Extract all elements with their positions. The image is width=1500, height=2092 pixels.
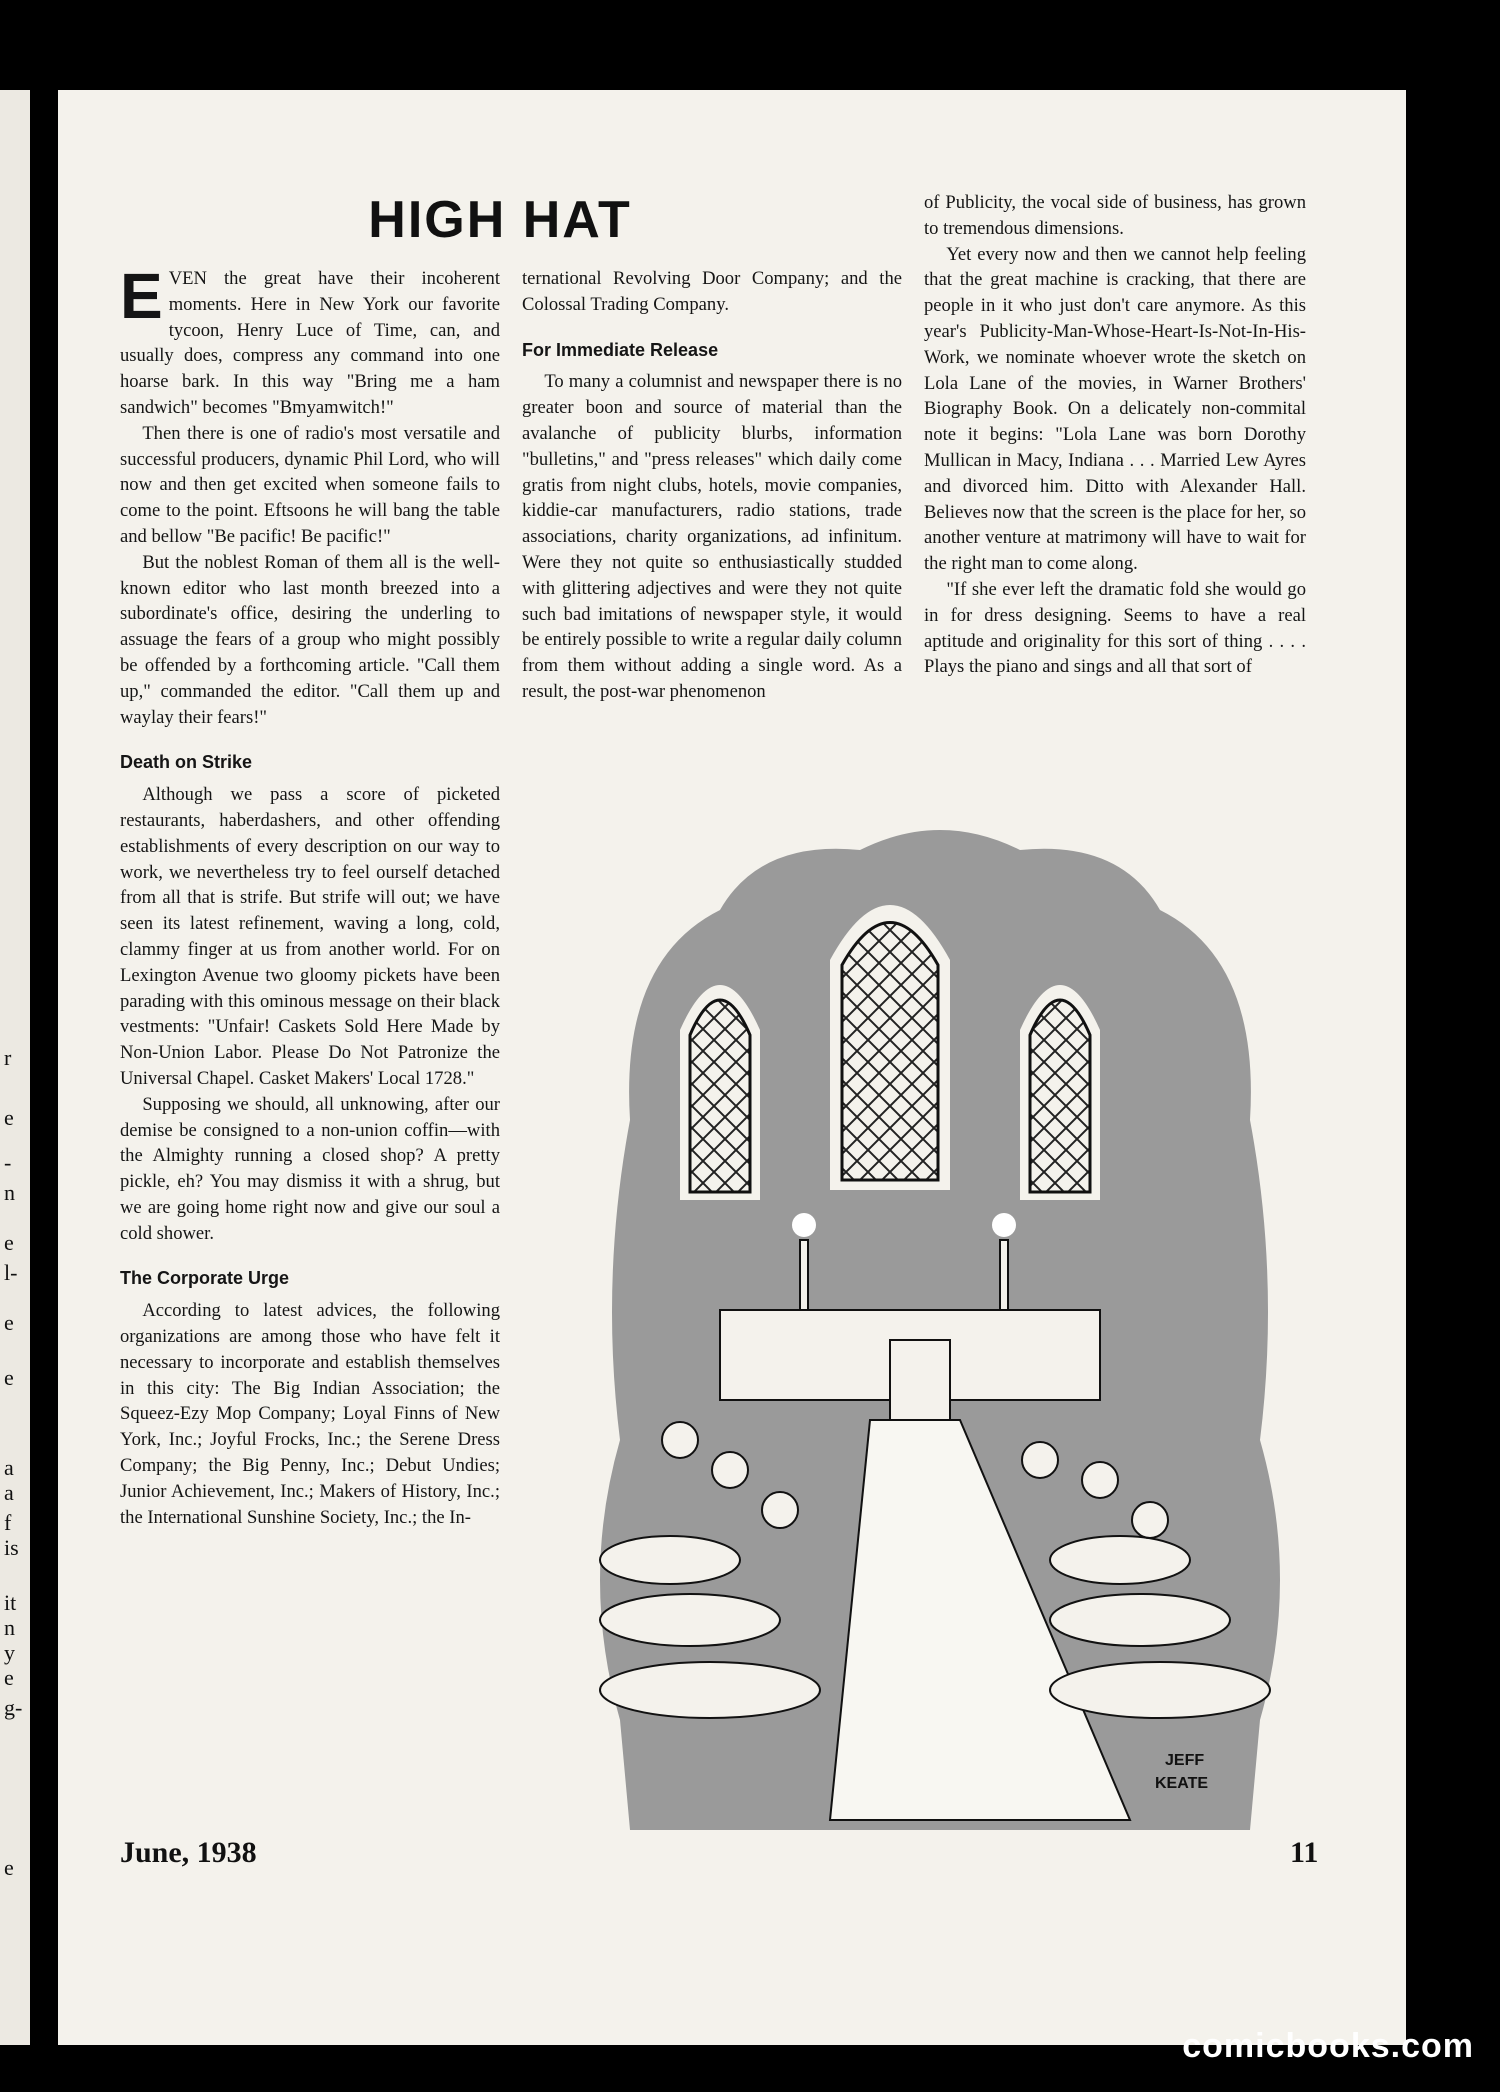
edge-fragment: e [4,1310,14,1335]
edge-fragment: a [4,1455,14,1480]
paragraph-text: VEN the great have their incoherent moments. Here in New York our favorite tycoon, Henry Luce of Time, can, and usually does, compress any command into one hoarse bark. In this way "Bring me a ham sandwich" becomes "Bmyamwitch!" [120,268,500,418]
column-1 [120,260,500,1530]
edge-fragment: r [4,1045,12,1070]
edge-fragment: y [4,1640,15,1665]
drop-cap: E [120,260,163,332]
paragraph: Supposing we should, all unknowing, after our demise be consigned to a non-union coffin—with the Almighty running a closed shop? A pretty pickle, eh? You may dismiss it with a shrug, but we are going home right now and give our soul a cold shower. [120,1093,500,1244]
guest-head [712,1452,748,1488]
edge-fragment: e [4,1665,14,1690]
artist-signature-line1: JEFF [1165,1752,1205,1769]
paragraph: Then there is one of radio's most versatile and successful producers, dynamic Phil Lord, who will now and then get excited when someone fails to come to the point. Eftsoons he will bang the table and bellow "Be pacific! Be pacific!" [120,422,500,547]
edge-fragment: is [4,1535,19,1560]
pew-right [1050,1594,1230,1646]
pew-left [600,1594,780,1646]
artist-signature-line2: KEATE [1155,1775,1209,1792]
paragraph: Although we pass a score of picketed restaurants, haberdashers, and other offending establishments of every description on our way to work, we nevertheless try to feel ourself detached from all that is strife. But strife will out; we have seen its latest refinement, waving a long, cold, clammy finger at us from another world. For on Lexington Avenue two gloomy pickets have been parading with this ominous message on their black vestments: "Unfair! Caskets Sold Here Made by Non-Union Labor. Please Do Not Patronize the Universal Chapel. Casket Makers' Local 1728." [120,784,500,1089]
groom-figure [890,1340,950,1420]
paragraph: ternational Revolving Door Company; and the Colossal Trading Company. [522,268,902,315]
paragraph: To many a columnist and newspaper there is no greater boon and source of material than the avalanche of publicity blurbs, information "bulletins," and "press releases" which daily come gratis from night clubs, hotels, movie companies, kiddie-car manufacturers, radio stations, trade associations, charity organizations, ad infinitum. Were they not quite so enthusiastically studded with glittering adjectives and were they not quite such bad imitations of newspaper style, it would be entirely possible to write a regular daily column from them without adding a single word. As a result, the post-war phenomenon [522,371,902,702]
edge-fragment: n [4,1180,15,1205]
guest-head [1022,1442,1058,1478]
pew-left [600,1536,740,1584]
left-window [690,1000,750,1192]
column-3 [924,190,1306,680]
watermark: comicbooks.com [1182,2027,1474,2065]
edge-fragment: it [4,1590,17,1615]
edge-fragment: e [4,1365,14,1390]
paragraph: According to latest advices, the following organizations are among those who have felt it necessary to incorporate and establish themselves in this city: The Big Indian Association; the Squeez-Ezy Mop Company; Loyal Finns of New York, Inc.; Joyful Frocks, Inc.; the Serene Dress Company; the Big Penny, Inc.; Debut Undies; Junior Achievement, Inc.; Makers of History, Inc.; the International Sunshine Society, Inc.; the In- [120,1300,500,1528]
edge-fragment: f [4,1510,12,1535]
section-heading: The Corporate Urge [120,1268,290,1289]
candle-flame [792,1213,816,1237]
page-number: 11 [1290,1836,1319,1869]
pew-right [1050,1536,1190,1584]
column-2 [522,266,902,705]
guest-head [662,1422,698,1458]
center-window [842,923,938,1181]
article-title: HIGH HAT [368,191,632,249]
paragraph: But the noblest Roman of them all is the well-known editor who last month breezed into a subordinate's office, desiring the underling to assuage the fears of a group who might possibly be offended by a forthcoming article. "Call them up," commanded the editor. "Call them up and waylay their fears!" [120,551,500,728]
pew-left [600,1662,820,1718]
edge-fragment: n [4,1615,15,1640]
pew-right [1050,1662,1270,1718]
guest-head [762,1492,798,1528]
guest-head [1082,1462,1118,1498]
paragraph: "If she ever left the dramatic fold she would go in for dress designing. Seems to have a real aptitude and originality for this sort of thing . . . . Plays the piano and sings and all that sort of [924,578,1306,678]
issue-date: June, 1938 [120,1836,257,1869]
edge-fragment: e [4,1855,14,1880]
section-heading: For Immediate Release [522,339,719,360]
candle-flame [992,1213,1016,1237]
edge-fragment: g- [4,1695,23,1720]
edge-fragment: l- [4,1260,18,1285]
paragraph: of Publicity, the vocal side of business, has grown to tremendous dimensions. [924,192,1306,239]
guest-head [1132,1502,1168,1538]
paragraph: Yet every now and then we cannot help feeling that the great machine is cracking, that there are people in it who just don't care anymore. As this year's Publicity-Man-Whose-Heart-Is-Not-In-His-Work, we nominate whoever wrote the sketch on Lola Lane of the movies, in Warner Brothers' Biography Book. On a delicately non-commital note it begins: "Lola Lane was born Dorothy Mullican in Macy, Indiana . . . Married Lew Ayres and divorced him. Ditto with Alexander Hall. Believes now that the screen is the place for her, so another venture at matrimony will have to wait for the right man to come along. [924,243,1306,575]
section-heading: Death on Strike [120,752,253,773]
edge-fragment: - [4,1150,12,1175]
paragraph [120,260,500,421]
wedding-cartoon-illustration [560,820,1320,1840]
right-window [1030,1000,1090,1192]
edge-fragment: e [4,1105,14,1130]
edge-fragment: a [4,1480,14,1505]
edge-fragment: e [4,1230,14,1255]
